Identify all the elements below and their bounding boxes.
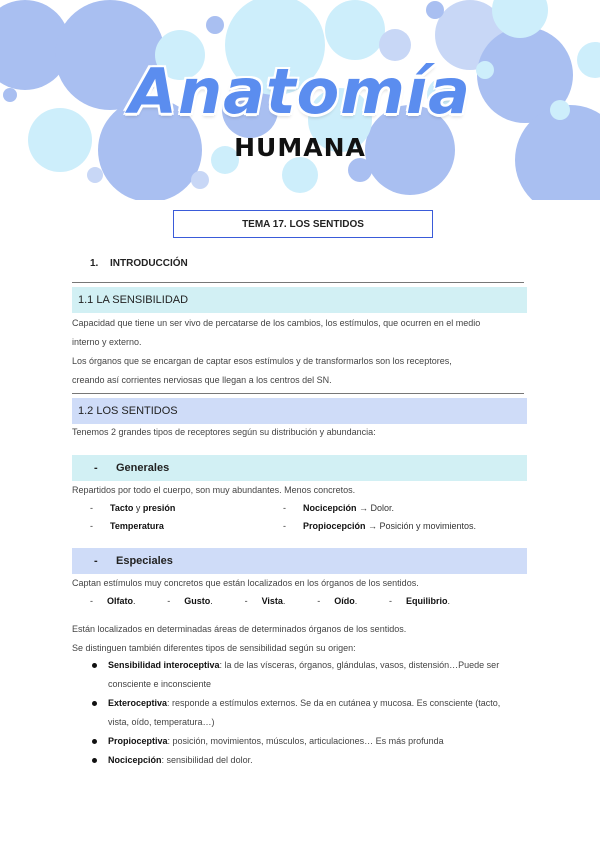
- topic-title: TEMA 17. LOS SENTIDOS: [242, 218, 364, 230]
- page-title: Anatomía: [129, 55, 471, 128]
- section-title: INTRODUCCIÓN: [110, 258, 188, 269]
- sense-item: - Oído.: [317, 596, 358, 606]
- subsection-title: 1.2 LOS SENTIDOS: [78, 405, 178, 417]
- list-item: Propioceptiva: posición, movimientos, músculos, articulaciones… Es más profunda: [90, 732, 520, 751]
- text-line: Están localizados en determinadas áreas de determinados órganos de los sentidos.: [72, 624, 407, 634]
- page-subtitle: HUMANA: [234, 133, 366, 162]
- list-item: Sensibilidad interoceptiva: la de las vísceras, órganos, glándulas, vasos, distensión…Puede ser consciente e inconsciente: [90, 656, 520, 694]
- category-title: Especiales: [116, 555, 173, 567]
- divider: [72, 282, 524, 283]
- receptor-propiocepcion: - Propiocepción → Posición y movimientos.: [283, 521, 477, 531]
- receptor-nocicepcion: - Nocicepción → Dolor.: [283, 503, 395, 513]
- subsection-title: 1.1 LA SENSIBILIDAD: [78, 294, 189, 306]
- paragraph-sensibilidad: [72, 314, 532, 390]
- sense-item: - Gusto.: [167, 596, 213, 606]
- sense-item: - Vista.: [244, 596, 286, 606]
- decorative-header: [0, 0, 600, 200]
- receptor-temperatura: - Temperatura: [90, 521, 164, 531]
- text-line: Repartidos por todo el cuerpo, son muy abundantes. Menos concretos.: [72, 485, 356, 495]
- topic-title-box: [173, 210, 433, 238]
- text-line: interno y externo.: [72, 337, 142, 347]
- sense-item: - Olfato.: [90, 596, 136, 606]
- list-item: Exteroceptiva: responde a estímulos externos. Se da en cutánea y mucosa. Es consciente (tacto, vista, oído, temperatura…): [90, 694, 520, 732]
- sensitivity-types-list: [90, 656, 520, 770]
- text-line: Se distinguen también diferentes tipos de sensibilidad según su origen:: [72, 643, 356, 653]
- category-band-generales: - Generales: [72, 455, 527, 481]
- paragraph-generales: [72, 481, 532, 500]
- category-band-especiales: - Especiales: [72, 548, 527, 574]
- subsection-band-sensibilidad: [72, 287, 527, 313]
- subsection-band-sentidos: [72, 398, 527, 424]
- paragraph-especiales: [72, 574, 532, 593]
- list-item: Nocicepción: sensibilidad del dolor.: [90, 751, 520, 770]
- paragraph-sentidos-intro: [72, 423, 532, 442]
- senses-list: [90, 596, 450, 606]
- text-line: Tenemos 2 grandes tipos de receptores según su distribución y abundancia:: [72, 427, 376, 437]
- receptor-tacto: - Tacto y presión: [90, 503, 176, 513]
- category-title: Generales: [116, 462, 170, 474]
- section-number: 1.: [90, 258, 99, 269]
- divider: [72, 393, 524, 394]
- paragraph-localizados: [72, 620, 532, 658]
- text-line: creando así corrientes nerviosas que llegan a los centros del SN.: [72, 375, 332, 385]
- text-line: Los órganos que se encargan de captar esos estímulos y de transformarlos son los receptores,: [72, 356, 452, 366]
- text-line: Capacidad que tiene un ser vivo de percatarse de los cambios, los estímulos, que ocurren en el medio: [72, 318, 481, 328]
- text-line: Captan estímulos muy concretos que están localizados en los órganos de los sentidos.: [72, 578, 419, 588]
- section-heading-introduccion: [90, 258, 188, 269]
- sense-item: - Equilibrio.: [388, 596, 450, 606]
